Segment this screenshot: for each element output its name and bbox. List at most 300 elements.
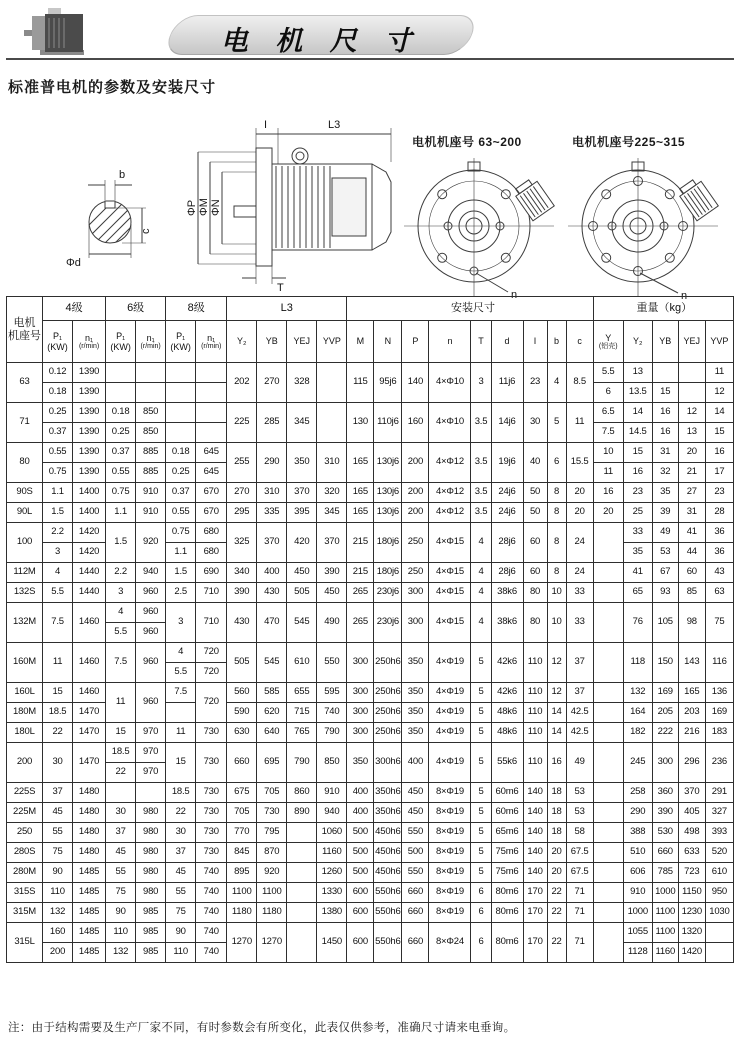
data-cell: 24 (566, 563, 593, 583)
data-cell: 20 (678, 443, 705, 463)
data-cell: 250 (402, 563, 429, 583)
shaft-section-diagram (60, 160, 180, 278)
data-cell: 370 (287, 483, 317, 503)
data-cell: 1160 (317, 843, 347, 863)
data-cell: 4×Φ19 (429, 743, 471, 783)
data-cell: 645 (196, 463, 227, 483)
data-cell: 1480 (73, 843, 106, 863)
data-cell: 100 (7, 523, 43, 563)
data-cell: 910 (317, 783, 347, 803)
data-cell: 430 (257, 583, 287, 603)
data-cell: 80 (523, 603, 547, 643)
header-row (7, 321, 734, 363)
data-cell: 1.5 (166, 563, 196, 583)
column-header-cell: M (347, 321, 374, 363)
data-cell: 48k6 (491, 723, 523, 743)
column-header-cell: Y₂ (623, 321, 652, 363)
data-cell: 105 (652, 603, 678, 643)
data-cell: 388 (623, 823, 652, 843)
data-cell: 5 (471, 863, 491, 883)
data-cell: 1480 (73, 803, 106, 823)
data-cell: 160 (43, 923, 73, 943)
data-cell: 42.5 (566, 703, 593, 723)
data-cell: 710 (196, 603, 227, 643)
data-cell: 1030 (705, 903, 733, 923)
data-cell: 18.5 (43, 703, 73, 723)
data-cell: 53 (652, 543, 678, 563)
column-header-cell: n (429, 321, 471, 363)
data-cell: 110 (106, 923, 136, 943)
data-cell: 75 (166, 903, 196, 923)
data-cell: 280S (7, 843, 43, 863)
data-cell (106, 383, 136, 403)
data-cell: 38k6 (491, 583, 523, 603)
data-cell: 37 (43, 783, 73, 803)
data-cell: 400 (257, 563, 287, 583)
data-cell: 8×Φ19 (429, 803, 471, 823)
data-cell: 655 (287, 683, 317, 703)
dim-l3-label: L3 (328, 119, 341, 131)
data-cell: 10 (593, 443, 623, 463)
data-cell: 10 (547, 603, 566, 643)
data-cell: 520 (705, 843, 733, 863)
data-cell: 730 (196, 723, 227, 743)
data-cell: 255 (227, 443, 257, 483)
data-cell: 132 (623, 683, 652, 703)
data-cell: 265 (347, 603, 374, 643)
column-header-cell: n₁ (r/min) (196, 321, 227, 363)
data-cell: 1000 (623, 903, 652, 923)
data-cell: 295 (227, 503, 257, 523)
data-cell: 35 (623, 543, 652, 563)
data-cell: 1.5 (106, 523, 136, 563)
data-cell: 165 (347, 443, 374, 483)
data-cell: 4×Φ12 (429, 483, 471, 503)
data-cell: 980 (136, 863, 166, 883)
data-cell (317, 363, 347, 403)
data-cell: 49 (566, 743, 593, 783)
data-cell: 670 (196, 483, 227, 503)
data-cell: 1100 (227, 883, 257, 903)
data-cell: 90 (43, 863, 73, 883)
data-cell: 1.1 (43, 483, 73, 503)
data-cell: 390 (317, 563, 347, 583)
data-cell: 58 (566, 823, 593, 843)
data-cell: 510 (623, 843, 652, 863)
data-cell: 110 (43, 883, 73, 903)
data-cell: 4 (471, 583, 491, 603)
data-cell: 24 (566, 523, 593, 563)
data-cell: 32 (652, 463, 678, 483)
data-cell: 28j6 (491, 563, 523, 583)
data-cell: 0.75 (43, 463, 73, 483)
data-cell: 3.5 (471, 403, 491, 443)
data-cell: 960 (136, 603, 166, 623)
data-cell: 8×Φ19 (429, 883, 471, 903)
data-cell: 22 (547, 903, 566, 923)
data-cell: 45 (166, 863, 196, 883)
column-header-cell: n₁ (r/min) (136, 321, 166, 363)
data-cell: 3 (166, 603, 196, 643)
data-cell: 0.37 (166, 483, 196, 503)
data-cell: 680 (196, 523, 227, 543)
column-header-cell: 8级 (166, 297, 227, 321)
data-cell: 14 (623, 403, 652, 423)
data-cell: 1485 (73, 863, 106, 883)
data-cell: 870 (257, 843, 287, 863)
data-cell: 42k6 (491, 643, 523, 683)
data-cell: 14 (705, 403, 733, 423)
data-cell: 550h6 (374, 883, 402, 903)
data-cell: 545 (257, 643, 287, 683)
column-header-cell: P₁ (KW) (43, 321, 73, 363)
page-subtitle: 标准普电机的参数及安装尺寸 (8, 79, 217, 96)
table-row (7, 903, 734, 923)
data-cell: 300 (347, 703, 374, 723)
data-cell: 950 (705, 883, 733, 903)
data-cell: 22 (106, 763, 136, 783)
data-cell: 860 (287, 783, 317, 803)
data-cell: 258 (623, 783, 652, 803)
data-cell: 8×Φ19 (429, 843, 471, 863)
data-cell: 0.37 (43, 423, 73, 443)
data-cell: 300 (347, 683, 374, 703)
data-cell: 60m6 (491, 803, 523, 823)
data-cell: 250h6 (374, 683, 402, 703)
data-cell: 118 (623, 643, 652, 683)
data-cell: 291 (705, 783, 733, 803)
data-cell (287, 823, 317, 843)
data-cell (166, 703, 196, 723)
data-cell: 3 (471, 363, 491, 403)
column-header-cell: P₁ (KW) (166, 321, 196, 363)
data-cell: 370 (257, 523, 287, 563)
data-cell: 1460 (73, 643, 106, 683)
data-cell: 296 (678, 743, 705, 783)
data-cell: 5 (471, 743, 491, 783)
data-cell: 715 (287, 703, 317, 723)
data-cell: 450 (402, 803, 429, 823)
data-cell: 8 (547, 483, 566, 503)
data-cell: 6.5 (593, 403, 623, 423)
data-cell (287, 843, 317, 863)
data-cell: 5 (471, 843, 491, 863)
data-cell: 980 (136, 843, 166, 863)
data-cell (593, 563, 623, 583)
data-cell: 225 (227, 403, 257, 443)
data-cell: 720 (196, 683, 227, 723)
data-cell: 585 (257, 683, 287, 703)
data-cell (593, 823, 623, 843)
data-cell: 505 (287, 583, 317, 603)
data-cell: 600 (347, 923, 374, 963)
column-header-cell: L3 (227, 297, 347, 321)
data-cell: 610 (705, 863, 733, 883)
data-cell: 723 (678, 863, 705, 883)
data-cell: 660 (227, 743, 257, 783)
data-cell: 215 (347, 563, 374, 583)
data-cell: 2.2 (106, 563, 136, 583)
data-cell: 300 (347, 723, 374, 743)
data-cell: 115 (347, 363, 374, 403)
data-cell: 895 (227, 863, 257, 883)
data-cell: 6 (471, 923, 491, 963)
column-header-cell: n₁ (r/min) (73, 321, 106, 363)
data-cell: 595 (317, 683, 347, 703)
data-cell: 44 (678, 543, 705, 563)
data-cell: 4 (471, 523, 491, 563)
data-cell: 216 (678, 723, 705, 743)
data-cell: 980 (136, 883, 166, 903)
data-cell: 110 (523, 743, 547, 783)
data-cell: 11 (566, 403, 593, 443)
data-cell: 1128 (623, 943, 652, 963)
table-row (7, 403, 734, 423)
data-cell: 705 (257, 783, 287, 803)
data-cell: 980 (136, 803, 166, 823)
data-cell: 970 (136, 723, 166, 743)
data-cell: 18.5 (166, 783, 196, 803)
data-cell: 80 (523, 583, 547, 603)
data-cell: 16 (652, 423, 678, 443)
data-cell: 680 (196, 543, 227, 563)
data-cell: 0.55 (106, 463, 136, 483)
data-cell: 165 (347, 503, 374, 523)
data-cell: 33 (623, 523, 652, 543)
data-cell: 76 (623, 603, 652, 643)
data-cell: 910 (623, 883, 652, 903)
data-cell: 328 (287, 363, 317, 403)
data-cell: 530 (652, 823, 678, 843)
data-cell: 490 (317, 603, 347, 643)
data-cell: 22 (547, 923, 566, 963)
data-cell: 300 (652, 743, 678, 783)
data-cell: 27 (678, 483, 705, 503)
data-cell: 1420 (73, 523, 106, 543)
data-cell: 165 (678, 683, 705, 703)
data-cell: 390 (652, 803, 678, 823)
data-cell: 620 (257, 703, 287, 723)
data-cell: 130j6 (374, 483, 402, 503)
data-cell: 11 (106, 683, 136, 723)
data-cell: 500 (402, 843, 429, 863)
data-cell (196, 363, 227, 383)
data-cell: 4 (106, 603, 136, 623)
data-cell: 350h6 (374, 783, 402, 803)
data-cell (166, 403, 196, 423)
motor-side-view-diagram (182, 114, 407, 294)
data-cell: 1485 (73, 883, 106, 903)
motor-dimensions-table (6, 296, 734, 963)
data-cell: 6 (471, 903, 491, 923)
data-cell: 550h6 (374, 923, 402, 963)
data-cell: 20 (547, 863, 566, 883)
column-header-cell: 电机 机座号 (7, 297, 43, 363)
data-cell: 265 (347, 583, 374, 603)
data-cell: 1480 (73, 783, 106, 803)
data-cell: 550 (402, 823, 429, 843)
data-cell: 498 (678, 823, 705, 843)
data-cell: 1.1 (166, 543, 196, 563)
column-header-cell: YB (652, 321, 678, 363)
data-cell: 4×Φ15 (429, 583, 471, 603)
data-cell: 200 (402, 503, 429, 523)
data-cell: 325 (227, 523, 257, 563)
data-cell: 8.5 (566, 363, 593, 403)
data-cell: 140 (523, 863, 547, 883)
data-cell: 16 (652, 403, 678, 423)
data-cell: 850 (317, 743, 347, 783)
data-cell (593, 523, 623, 563)
data-cell: 740 (196, 923, 227, 943)
data-cell (136, 383, 166, 403)
data-cell: 606 (623, 863, 652, 883)
data-cell: 4×Φ19 (429, 643, 471, 683)
data-cell: 5.5 (593, 363, 623, 383)
data-cell: 4 (471, 563, 491, 583)
data-cell: 90L (7, 503, 43, 523)
data-cell: 18 (547, 783, 566, 803)
data-cell: 600 (347, 883, 374, 903)
data-cell: 740 (196, 903, 227, 923)
column-header-cell: P₁ (KW) (106, 321, 136, 363)
flange-view-225-315 (568, 150, 728, 300)
data-cell: 660 (402, 923, 429, 963)
data-cell: 182 (623, 723, 652, 743)
data-cell: 885 (136, 463, 166, 483)
data-cell: 110 (523, 703, 547, 723)
data-cell: 550 (317, 643, 347, 683)
dim-m-label: ΦM (198, 198, 210, 216)
data-cell: 8×Φ19 (429, 783, 471, 803)
data-cell: 1150 (678, 883, 705, 903)
data-cell: 205 (652, 703, 678, 723)
data-cell: 345 (317, 503, 347, 523)
data-cell: 470 (257, 603, 287, 643)
data-cell: 4×Φ12 (429, 443, 471, 483)
data-cell: 560 (227, 683, 257, 703)
data-cell: 63 (705, 583, 733, 603)
data-cell: 360 (652, 783, 678, 803)
dim-c-label: c (140, 228, 152, 234)
data-cell: 15 (623, 443, 652, 463)
data-cell: 335 (257, 503, 287, 523)
data-cell: 37 (166, 843, 196, 863)
data-cell: 850 (136, 403, 166, 423)
data-cell: 730 (196, 823, 227, 843)
data-cell: 23 (705, 483, 733, 503)
data-cell: 1470 (73, 743, 106, 783)
data-cell: 1100 (652, 903, 678, 923)
data-cell: 75m6 (491, 863, 523, 883)
data-cell: 770 (227, 823, 257, 843)
data-cell: 183 (705, 723, 733, 743)
data-cell: 405 (678, 803, 705, 823)
data-cell: 75m6 (491, 843, 523, 863)
data-cell: 290 (623, 803, 652, 823)
data-cell: 7.5 (593, 423, 623, 443)
data-cell: 5 (471, 823, 491, 843)
table-row (7, 443, 734, 463)
data-cell: 1390 (73, 463, 106, 483)
data-cell: 0.18 (166, 443, 196, 463)
data-cell: 15.5 (566, 443, 593, 483)
data-cell: 0.55 (43, 443, 73, 463)
data-cell: 720 (196, 643, 227, 663)
table-row (7, 363, 734, 383)
data-cell: 545 (287, 603, 317, 643)
data-cell: 350 (402, 723, 429, 743)
data-cell: 200 (402, 483, 429, 503)
data-cell: 75 (43, 843, 73, 863)
data-cell: 1400 (73, 483, 106, 503)
data-cell: 0.18 (106, 403, 136, 423)
data-cell (166, 423, 196, 443)
data-cell: 130 (347, 403, 374, 443)
data-cell (593, 723, 623, 743)
data-cell: 393 (705, 823, 733, 843)
data-cell: 15 (106, 723, 136, 743)
data-cell: 1480 (73, 823, 106, 843)
data-cell: 885 (136, 443, 166, 463)
data-cell: 170 (523, 923, 547, 963)
data-cell (593, 783, 623, 803)
data-cell: 225M (7, 803, 43, 823)
data-cell: 14.5 (623, 423, 652, 443)
data-cell: 270 (227, 483, 257, 503)
data-cell: 670 (196, 503, 227, 523)
data-cell: 960 (136, 683, 166, 723)
data-cell: 236 (705, 743, 733, 783)
data-cell: 85 (678, 583, 705, 603)
table-row (7, 923, 734, 943)
data-cell: 315M (7, 903, 43, 923)
data-cell: 50 (523, 503, 547, 523)
data-cell (106, 363, 136, 383)
data-cell: 0.55 (166, 503, 196, 523)
data-cell: 16 (593, 483, 623, 503)
data-cell: 350 (402, 643, 429, 683)
data-cell: 180j6 (374, 563, 402, 583)
data-cell: 3 (43, 543, 73, 563)
data-cell: 16 (623, 463, 652, 483)
data-cell: 65m6 (491, 823, 523, 843)
data-cell: 8 (547, 503, 566, 523)
data-cell: 110 (523, 723, 547, 743)
data-cell: 21 (678, 463, 705, 483)
data-cell: 0.75 (166, 523, 196, 543)
data-cell: 730 (196, 783, 227, 803)
data-cell: 985 (136, 903, 166, 923)
data-cell: 430 (227, 603, 257, 643)
data-cell: 5 (471, 643, 491, 683)
data-cell: 90 (166, 923, 196, 943)
table-row (7, 583, 734, 603)
data-cell: 550 (402, 863, 429, 883)
data-cell (705, 943, 733, 963)
dim-d-label: Φd (66, 257, 81, 269)
data-cell: 38k6 (491, 603, 523, 643)
data-cell: 920 (257, 863, 287, 883)
data-cell: 20 (547, 843, 566, 863)
data-cell: 590 (227, 703, 257, 723)
data-cell: 45 (106, 843, 136, 863)
data-cell: 15 (43, 683, 73, 703)
data-cell: 8×Φ19 (429, 823, 471, 843)
data-cell: 22 (547, 883, 566, 903)
data-cell: 420 (287, 523, 317, 563)
data-cell (593, 883, 623, 903)
